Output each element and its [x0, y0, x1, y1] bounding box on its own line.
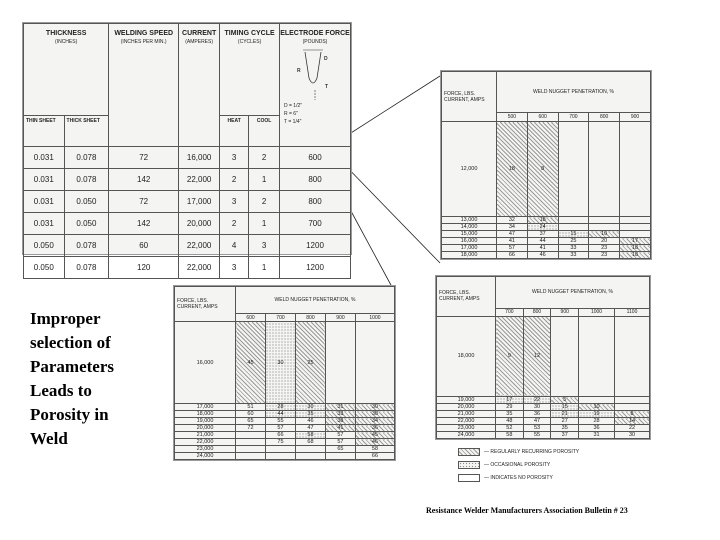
table-row: 0.031 0.050 142 20,000 2 1 700: [24, 213, 351, 235]
table-row: 19,000 65 55 46 38 34: [175, 418, 395, 425]
table-row: 16,000 41 44 25 20 17: [442, 238, 651, 245]
table-row: 17,000 57 41 33 23 18: [442, 245, 651, 252]
thin-sheet-subheader: THIN SHEET: [24, 116, 65, 147]
table-row: 17,000 51 28 30 31 30: [175, 404, 395, 411]
penetration-table-800: FORCE, LBS. CURRENT, AMPS WELD NUGGET PENETRATION, % 600 700 800 900 1000 16,000 45 30 25 17,000 51 28 30 31 30 18,000 60 44 35 33 38 19,000 65 55 46 38 34 20,000 72 57 47 41 36 21,000 66 58 57 45 22,000 75 68 57 46 23,000 65 58 24,000 66: [173, 285, 396, 461]
thickness-header: THICKNESS (INCHES): [24, 24, 109, 116]
legend-item: — INDICATES NO POROSITY: [458, 471, 648, 484]
electrode-sketch-icon: [295, 48, 335, 102]
table-row: 13,000 32 18: [442, 217, 651, 224]
table-row: 23,000 52 53 35 36 22: [437, 425, 650, 432]
table-row: 15,000 47 37 15 10: [442, 231, 651, 238]
table-row: 22,000 75 68 57 46: [175, 439, 395, 446]
table-row: 0.031 0.078 72 16,000 3 2 600: [24, 147, 351, 169]
connector-line-600: [343, 76, 440, 138]
table-row: 18,000 9 12: [437, 316, 650, 396]
svg-text:D: D: [324, 56, 328, 62]
table-row: 18,000 66 46 33 23 18: [442, 252, 651, 259]
table-row: 21,000 35 36 21 19 8: [437, 411, 650, 418]
dot-swatch-icon: [458, 461, 480, 469]
welding-parameters-table: [22, 22, 352, 272]
connector-line-800: [338, 158, 440, 263]
table-row: 24,000 66: [175, 453, 395, 460]
penetration-table-600: FORCE, LBS. CURRENT, AMPS WELD NUGGET PENETRATION, % 500 600 700 800 900 12,000 18 8 13,000 32 18 14,000 34 24 15,000 47 37 15 10 16,000 41 44 25 20 17 17,000 57 41 33 23 18 18,000 66 46 33 23 18: [440, 70, 652, 260]
table-title: WELD NUGGET PENETRATION, %: [497, 72, 651, 113]
table-row: 20,000 29 30 15 10: [437, 404, 650, 411]
table-title: WELD NUGGET PENETRATION, %: [496, 277, 650, 309]
table-title: WELD NUGGET PENETRATION, %: [236, 287, 395, 314]
porosity-legend: [458, 445, 648, 484]
svg-text:T: T: [325, 84, 329, 90]
table-row: 18,000 60 44 35 33 38: [175, 411, 395, 418]
table-row: 24,000 58 55 37 31 30: [437, 432, 650, 439]
current-header: CURRENT (AMPERES): [179, 24, 220, 147]
table-row: 0.031 0.078 142 22,000 2 1 800: [24, 169, 351, 191]
speed-header: WELDING SPEED (INCHES PER MIN.): [109, 24, 179, 147]
table-row: 14,000 34 24: [442, 224, 651, 231]
table-row: 19,000 17 22 5: [437, 397, 650, 404]
force-header: ELECTRODE FORCE (POUNDS) D R T D = 1/2" R = 6" T = 1/4": [280, 24, 351, 147]
timing-header: TIMING CYCLE (CYCLES): [220, 24, 280, 116]
thick-sheet-subheader: THICK SHEET: [64, 116, 109, 147]
table-row: 0.031 0.050 72 17,000 3 2 800: [24, 191, 351, 213]
source-credit: Resistance Welder Manufacturers Association Bulletin # 23: [426, 506, 628, 515]
blank-swatch-icon: [458, 474, 480, 482]
table-row: 20,000 72 57 47 41 36: [175, 425, 395, 432]
table-row: 23,000 65 58: [175, 446, 395, 453]
table-row: 12,000 18 8: [442, 122, 651, 217]
heat-subheader: HEAT: [220, 116, 249, 147]
table-row: 21,000 66 58 57 45: [175, 432, 395, 439]
table-row: 16,000 45 30 25: [175, 322, 395, 404]
penetration-table-1200: FORCE, LBS. CURRENT, AMPS WELD NUGGET PENETRATION, % 700 800 900 1000 1100 18,000 9 12 19,000 17 22 5 20,000 29 30 15 10 21,000 35 36 21 19 8 22,000 48 47 27 28 14 23,000 52 53 35 36 22 24,000 58 55 37 31 30: [435, 275, 651, 440]
slide-caption: Improper selection of Parameters Leads to Porosity in Weld: [30, 309, 115, 448]
table-row: 0.050 0.078 60 22,000 4 3 1200: [24, 235, 351, 257]
cool-subheader: COOL: [249, 116, 280, 147]
legend-item: — REGULARLY RECURRING POROSITY: [458, 445, 648, 458]
hatch-swatch-icon: [458, 448, 480, 456]
table-row: 0.050 0.078 120 22,000 3 1 1200: [24, 257, 351, 279]
legend-item: — OCCASIONAL POROSITY: [458, 458, 648, 471]
connector-line-1200: [345, 200, 392, 287]
svg-text:R: R: [297, 68, 301, 74]
table-row: 22,000 48 47 27 28 14: [437, 418, 650, 425]
